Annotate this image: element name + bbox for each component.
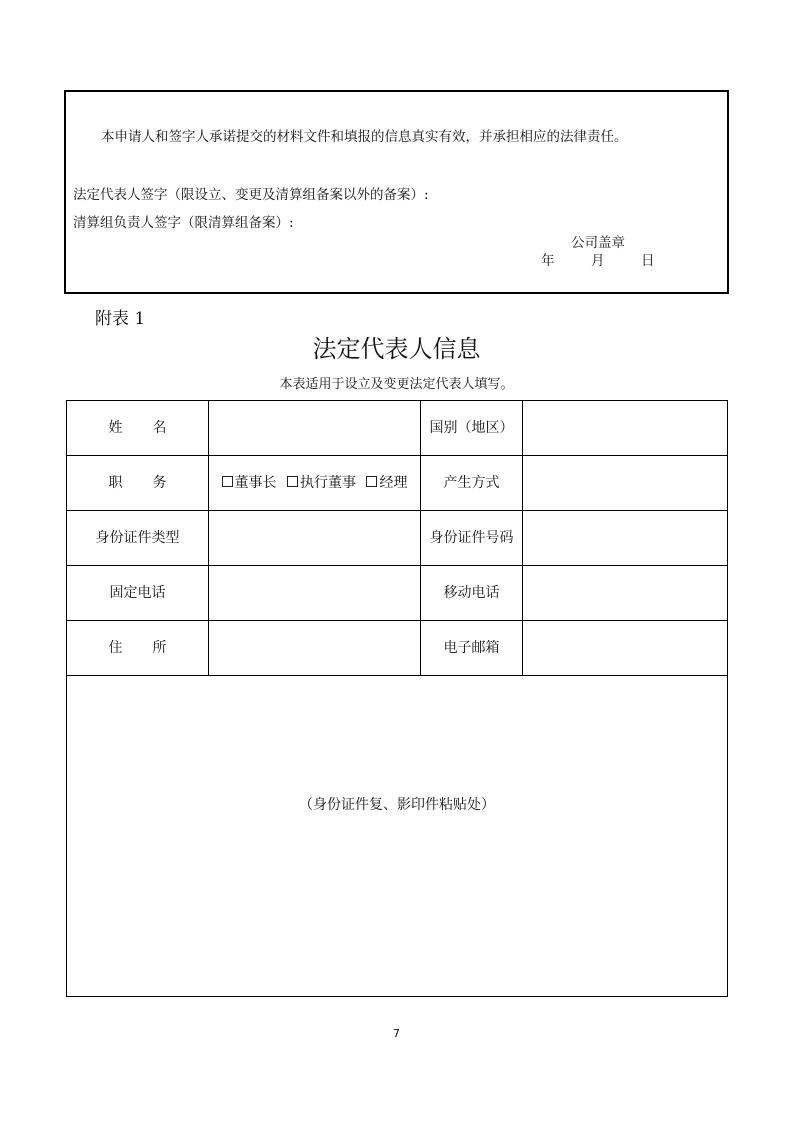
landline-label: 固定电话 <box>67 566 209 621</box>
name-field[interactable] <box>209 401 421 456</box>
liquidation-signature-label: 清算组负责人签字（限清算组备案）: <box>73 215 294 231</box>
id-copy-placeholder: （身份证件复、影印件粘贴处） <box>299 797 495 813</box>
email-label: 电子邮箱 <box>421 621 523 676</box>
name-label-text: 姓 名 <box>108 420 167 436</box>
table-row-name <box>67 401 728 456</box>
mobile-field[interactable] <box>523 566 728 621</box>
company-seal-label: 公司盖章 <box>571 235 625 251</box>
chairman-checkbox-icon[interactable] <box>222 476 233 487</box>
declaration-box <box>64 90 729 294</box>
position-label <box>67 456 209 511</box>
page-number: 7 <box>393 1027 400 1040</box>
date-month-label: 月 <box>591 253 605 269</box>
date-year-label: 年 <box>541 253 555 269</box>
landline-field[interactable] <box>209 566 421 621</box>
name-label <box>67 401 209 456</box>
pledge-statement: 本申请人和签字人承诺提交的材料文件和填报的信息真实有效，并承担相应的法律责任。 <box>101 129 628 145</box>
position-label-text: 职 务 <box>108 475 167 491</box>
email-field[interactable] <box>523 621 728 676</box>
id-number-label: 身份证件号码 <box>421 511 523 566</box>
mobile-label: 移动电话 <box>421 566 523 621</box>
table-row-position <box>67 456 728 511</box>
residence-label-text: 住 所 <box>108 640 167 656</box>
annex-label: 附表 1 <box>95 309 146 329</box>
table-row-id <box>67 511 728 566</box>
table-row-id-copy <box>67 676 728 997</box>
position-option-executive-director[interactable] <box>287 475 356 491</box>
appointment-method-field[interactable] <box>523 456 728 511</box>
date-day-label: 日 <box>641 253 655 269</box>
legal-rep-signature-label: 法定代表人签字（限设立、变更及清算组备案以外的备案）: <box>73 187 429 203</box>
id-number-field[interactable] <box>523 511 728 566</box>
legal-representative-info-table <box>66 400 728 997</box>
chairman-option-label: 董事长 <box>234 475 277 491</box>
table-row-residence <box>67 621 728 676</box>
appointment-method-label: 产生方式 <box>421 456 523 511</box>
id-copy-paste-area[interactable] <box>67 676 728 997</box>
form-title: 法定代表人信息 <box>312 335 481 363</box>
form-subtitle: 本表适用于设立及变更法定代表人填写。 <box>279 377 514 392</box>
id-type-label: 身份证件类型 <box>67 511 209 566</box>
executive-director-option-label: 执行董事 <box>300 475 356 491</box>
nationality-field[interactable] <box>523 401 728 456</box>
position-options <box>209 456 421 511</box>
table-row-phone <box>67 566 728 621</box>
position-option-manager[interactable] <box>366 475 407 491</box>
manager-checkbox-icon[interactable] <box>366 476 377 487</box>
residence-field[interactable] <box>209 621 421 676</box>
residence-label <box>67 621 209 676</box>
manager-option-label: 经理 <box>379 475 408 491</box>
id-type-field[interactable] <box>209 511 421 566</box>
executive-director-checkbox-icon[interactable] <box>287 476 298 487</box>
position-option-chairman[interactable] <box>222 475 277 491</box>
nationality-label: 国别（地区） <box>421 401 523 456</box>
